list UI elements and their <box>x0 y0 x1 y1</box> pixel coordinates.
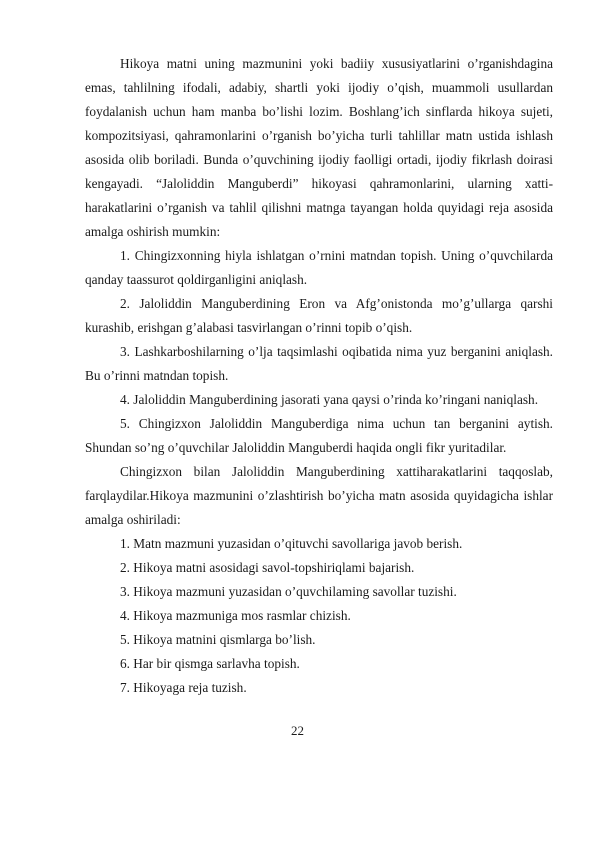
task-item-7: 7. Hikoyaga reja tuzish. <box>120 680 247 695</box>
plan-item-5: 5. Chingizxon Jaloliddin Manguberdiga nima uchun tan berganini aytish. Shundan so’ng o’quvchilar Jaloliddin Manguberdi haqida ongli fikr yuritadilar. <box>85 416 553 455</box>
task-item-1: 1. Matn mazmuni yuzasidan o’qituvchi savollariga javob berish. <box>120 536 463 551</box>
task-item-3: 3. Hikoya mazmuni yuzasidan o’quvchilaming savollar tuzishi. <box>120 584 457 599</box>
paragraph-intro: Hikoya matni uning mazmunini yoki badiiy xususiyatlarini o’rganishdagina emas, tahlilning ifodali, adabiy, shartli yoki ijodiy o’qish, muammoli usullardan foydalanish uchun ham manba bo’lishi lozim. Boshlang’ich sinflarda hikoya sujeti, kompozitsiyasi, qahramonlarini o’rganish bo’yicha turli tahlillar matn ustida ishlash asosida olib boriladi. Bunda o’quvchining ijodiy faolligi ortadi, ijodiy fikrlash doirasi kengayadi. “Jaloliddin Manguberdi” hikoyasi qahramonlarini, ularning xatti-harakatlarini o’rganish va tahlil qilishni matnga tayangan holda quyidagi reja asosida amalga oshirish mumkin: <box>85 56 553 239</box>
document-body <box>85 52 553 700</box>
paragraph-comparison: Chingizxon bilan Jaloliddin Manguberdining xattiharakatlarini taqqoslab, farqlaydilar.Hikoya mazmunini o’zlashtirish bo’yicha matn asosida quyidagicha ishlar amalga oshiriladi: <box>85 464 553 527</box>
task-item-2: 2. Hikoya matni asosidagi savol-topshiriqlami bajarish. <box>120 560 415 575</box>
plan-item-2: 2. Jaloliddin Manguberdining Eron va Afg’onistonda mo’g’ullarga qarshi kurashib, erishgan g’alabasi tasvirlangan o’rinni topib o’qish. <box>85 296 553 335</box>
task-item-5: 5. Hikoya matnini qismlarga bo’lish. <box>120 632 316 647</box>
plan-item-1: 1. Chingizxonning hiyla ishlatgan o’rnini matndan topish. Uning o’quvchilarda qanday taassurot qoldirganligini aniqlash. <box>85 248 553 287</box>
plan-item-3: 3. Lashkarboshilarning o’lja taqsimlashi oqibatida nima yuz berganini aniqlash. Bu o’rinni matndan topish. <box>85 344 553 383</box>
plan-item-4: 4. Jaloliddin Manguberdining jasorati yana qaysi o’rinda ko’ringani naniqlash. <box>120 392 539 407</box>
page-number: 22 <box>291 723 304 738</box>
task-item-6: 6. Har bir qismga sarlavha topish. <box>120 656 300 671</box>
task-item-4: 4. Hikoya mazmuniga mos rasmlar chizish. <box>120 608 351 623</box>
